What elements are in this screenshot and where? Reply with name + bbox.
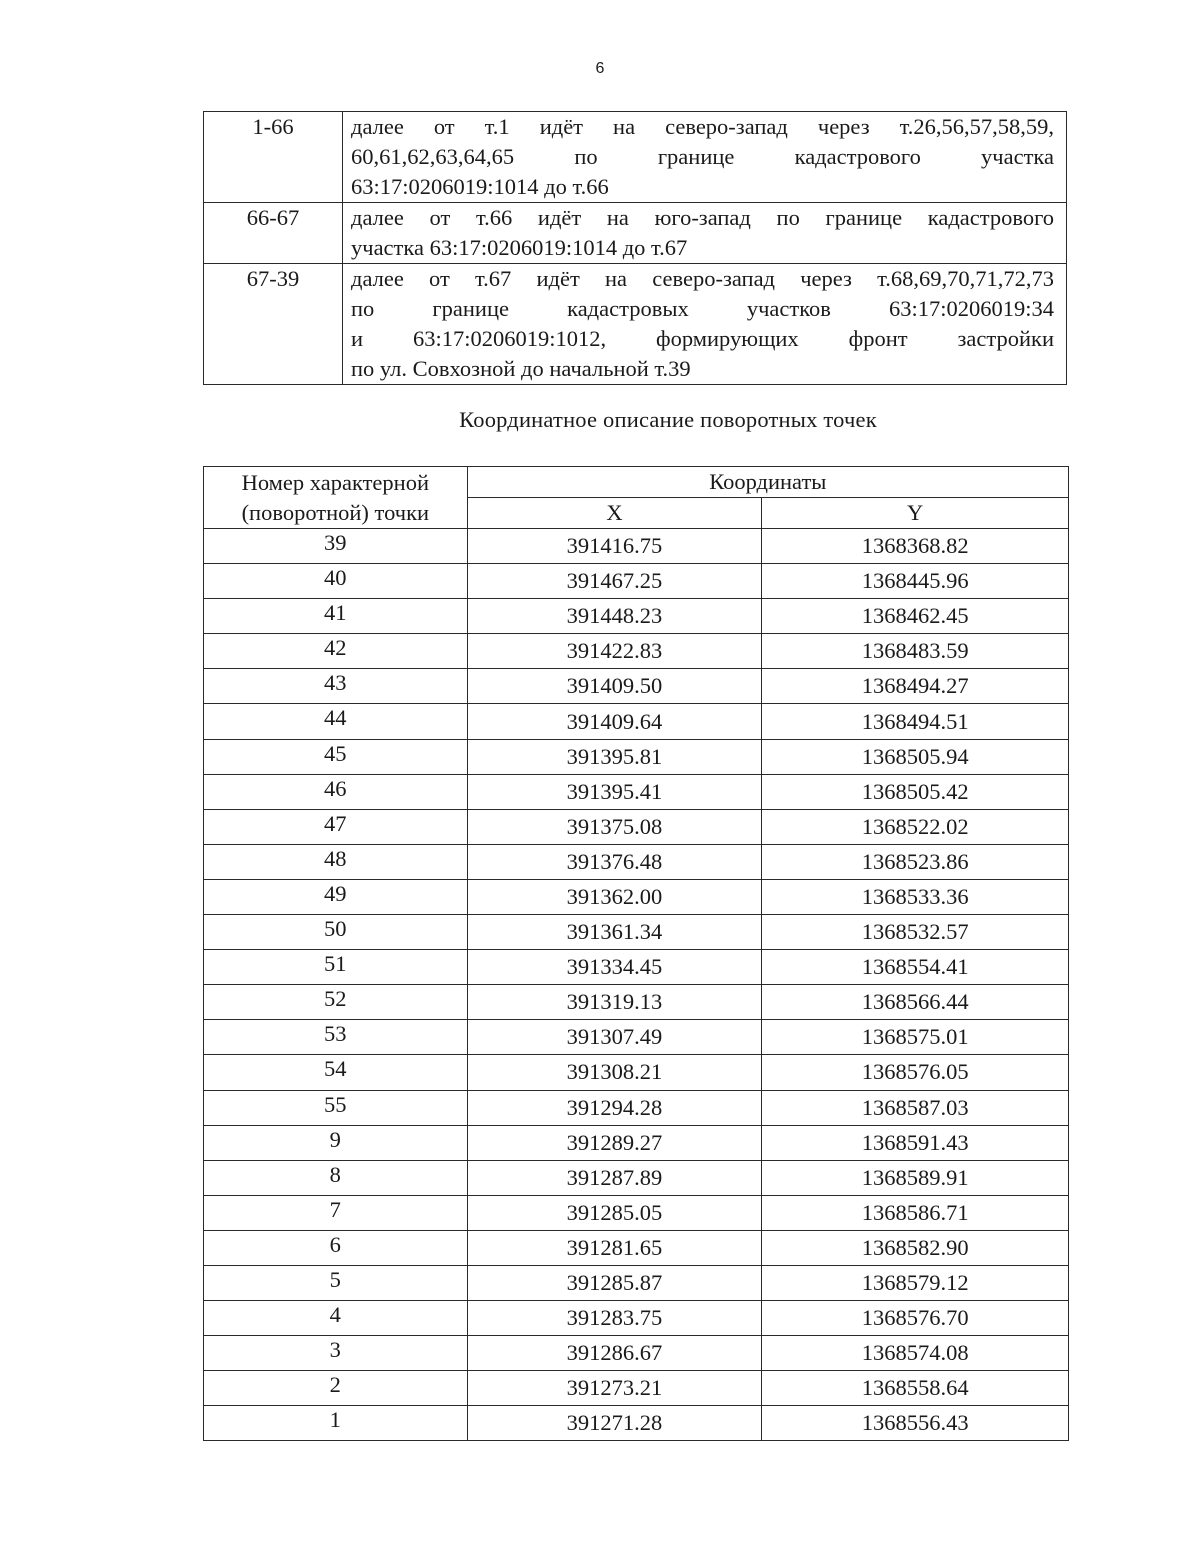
coord-row [204,879,1069,914]
y-coordinate-cell: 1368576.70 [762,1301,1069,1336]
y-coordinate-cell: 1368556.43 [762,1406,1069,1441]
coord-row [204,950,1069,985]
y-header: Y [762,498,1069,529]
coordinates-table [203,466,1069,1441]
y-coordinate-cell: 1368368.82 [762,529,1069,564]
coord-row [204,844,1069,879]
y-coordinate-cell: 1368494.27 [762,669,1069,704]
y-coordinate-cell: 1368505.94 [762,739,1069,774]
coord-row [204,1160,1069,1195]
coordinates-header: Координаты [467,467,1068,498]
x-coordinate-cell: 391287.89 [467,1160,762,1195]
point-number-cell: 52 [204,985,468,1020]
route-description [343,203,1067,264]
point-number-cell: 3 [204,1336,468,1371]
point-number-cell: 48 [204,844,468,879]
x-coordinate-cell: 391361.34 [467,915,762,950]
point-number-cell: 1 [204,1406,468,1441]
point-number-header [204,467,468,529]
route-description-line: по границе кадастровых участков 63:17:0206019:34 [351,296,1054,321]
coord-row [204,599,1069,634]
x-coordinate-cell: 391467.25 [467,564,762,599]
coord-row [204,1230,1069,1265]
y-coordinate-cell: 1368579.12 [762,1265,1069,1300]
x-coordinate-cell: 391409.64 [467,704,762,739]
route-description-line: 60,61,62,63,64,65 по границе кадастрового участка [351,144,1054,169]
x-coordinate-cell: 391273.21 [467,1371,762,1406]
point-header-line-1: Номер характерной [241,469,429,495]
point-number-cell: 49 [204,879,468,914]
coord-row [204,1371,1069,1406]
point-number-cell: 9 [204,1125,468,1160]
y-coordinate-cell: 1368462.45 [762,599,1069,634]
x-coordinate-cell: 391448.23 [467,599,762,634]
point-number-cell: 2 [204,1371,468,1406]
x-coordinate-cell: 391395.81 [467,739,762,774]
route-description-line: далее от т.66 идёт на юго-запад по границе кадастрового [351,205,1054,230]
point-number-cell: 54 [204,1055,468,1090]
x-coordinate-cell: 391271.28 [467,1406,762,1441]
route-description-line: далее от т.1 идёт на северо-запад через т.26,56,57,58,59, [351,114,1054,139]
coord-row [204,809,1069,844]
route-row [204,264,1067,385]
coord-header-row-1 [204,467,1069,498]
route-segment: 1-66 [204,112,343,203]
section-title: Координатное описание поворотных точек [459,407,877,432]
route-description-line: 63:17:0206019:1014 до т.66 [351,174,609,199]
x-coordinate-cell: 391285.87 [467,1265,762,1300]
route-row [204,112,1067,203]
route-description-line: участка 63:17:0206019:1014 до т.67 [351,235,688,260]
coord-row [204,529,1069,564]
coord-row [204,1125,1069,1160]
x-coordinate-cell: 391375.08 [467,809,762,844]
y-coordinate-cell: 1368589.91 [762,1160,1069,1195]
point-number-cell: 47 [204,809,468,844]
point-number-cell: 4 [204,1301,468,1336]
route-description [343,112,1067,203]
y-coordinate-cell: 1368483.59 [762,634,1069,669]
coord-row [204,564,1069,599]
y-coordinate-cell: 1368445.96 [762,564,1069,599]
x-coordinate-cell: 391422.83 [467,634,762,669]
y-coordinate-cell: 1368522.02 [762,809,1069,844]
x-coordinate-cell: 391285.05 [467,1195,762,1230]
coord-row [204,739,1069,774]
x-coordinate-cell: 391319.13 [467,985,762,1020]
y-coordinate-cell: 1368533.36 [762,879,1069,914]
point-number-cell: 51 [204,950,468,985]
x-coordinate-cell: 391362.00 [467,879,762,914]
point-number-cell: 43 [204,669,468,704]
y-coordinate-cell: 1368574.08 [762,1336,1069,1371]
coord-row [204,1020,1069,1055]
x-coordinate-cell: 391416.75 [467,529,762,564]
route-segment: 66-67 [204,203,343,264]
y-coordinate-cell: 1368591.43 [762,1125,1069,1160]
coord-row [204,774,1069,809]
point-number-cell: 7 [204,1195,468,1230]
point-number-cell: 41 [204,599,468,634]
coord-row [204,985,1069,1020]
y-coordinate-cell: 1368575.01 [762,1020,1069,1055]
point-number-cell: 50 [204,915,468,950]
point-header-line-2: (поворотной) точки [241,499,430,525]
x-coordinate-cell: 391334.45 [467,950,762,985]
y-coordinate-cell: 1368582.90 [762,1230,1069,1265]
coord-row [204,1090,1069,1125]
x-coordinate-cell: 391283.75 [467,1301,762,1336]
page-number: 6 [595,60,605,77]
point-number-cell: 42 [204,634,468,669]
x-coordinate-cell: 391289.27 [467,1125,762,1160]
y-coordinate-cell: 1368554.41 [762,950,1069,985]
route-description-table [203,111,1067,385]
y-coordinate-cell: 1368494.51 [762,704,1069,739]
point-number-cell: 6 [204,1230,468,1265]
x-coordinate-cell: 391409.50 [467,669,762,704]
coord-row [204,1336,1069,1371]
point-number-cell: 55 [204,1090,468,1125]
coord-row [204,634,1069,669]
x-coordinate-cell: 391294.28 [467,1090,762,1125]
coord-row [204,704,1069,739]
coord-row [204,1195,1069,1230]
y-coordinate-cell: 1368558.64 [762,1371,1069,1406]
point-number-cell: 5 [204,1265,468,1300]
coord-row [204,1055,1069,1090]
y-coordinate-cell: 1368587.03 [762,1090,1069,1125]
y-coordinate-cell: 1368566.44 [762,985,1069,1020]
route-description-line: и 63:17:0206019:1012, формирующих фронт застройки [351,326,1054,351]
y-coordinate-cell: 1368505.42 [762,774,1069,809]
route-segment: 67-39 [204,264,343,385]
x-coordinate-cell: 391307.49 [467,1020,762,1055]
coord-row [204,669,1069,704]
route-description [343,264,1067,385]
x-header: X [467,498,762,529]
point-number-cell: 53 [204,1020,468,1055]
x-coordinate-cell: 391286.67 [467,1336,762,1371]
point-number-cell: 44 [204,704,468,739]
route-description-line: по ул. Совхозной до начальной т.39 [351,356,691,381]
point-number-cell: 39 [204,529,468,564]
y-coordinate-cell: 1368532.57 [762,915,1069,950]
x-coordinate-cell: 391281.65 [467,1230,762,1265]
route-description-line: далее от т.67 идёт на северо-запад через т.68,69,70,71,72,73 [351,266,1054,291]
point-number-cell: 45 [204,739,468,774]
y-coordinate-cell: 1368586.71 [762,1195,1069,1230]
y-coordinate-cell: 1368523.86 [762,844,1069,879]
point-number-cell: 8 [204,1160,468,1195]
point-number-cell: 46 [204,774,468,809]
route-row [204,203,1067,264]
point-number-cell: 40 [204,564,468,599]
coord-row [204,915,1069,950]
coord-row [204,1301,1069,1336]
coord-row [204,1265,1069,1300]
y-coordinate-cell: 1368576.05 [762,1055,1069,1090]
x-coordinate-cell: 391308.21 [467,1055,762,1090]
x-coordinate-cell: 391395.41 [467,774,762,809]
x-coordinate-cell: 391376.48 [467,844,762,879]
coord-row [204,1406,1069,1441]
